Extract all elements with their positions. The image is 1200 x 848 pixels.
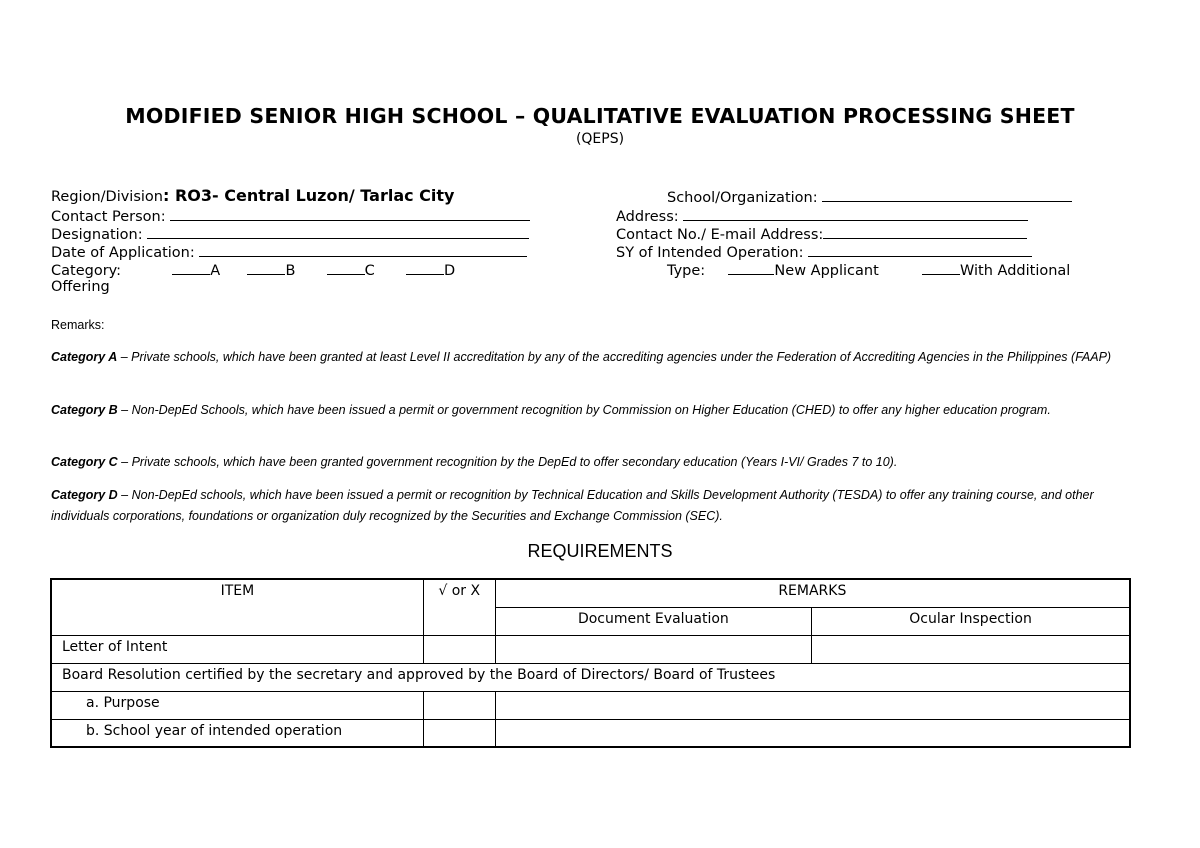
page-title: MODIFIED SENIOR HIGH SCHOOL – QUALITATIVE EVALUATION PROCESSING SHEET [125, 104, 1075, 128]
category-c-blank[interactable] [327, 260, 365, 275]
category-c-text: – Private schools, which have been granted government recognition by the DepEd to offer secondary education (Years I-VI/ Grades 7 to 10). [117, 455, 898, 469]
category-a-blank[interactable] [172, 260, 210, 275]
header-document-evaluation: Document Evaluation [495, 607, 811, 635]
category-b-heading: Category B [51, 403, 118, 417]
address-label: Address: [616, 209, 679, 225]
address-field[interactable] [683, 206, 1028, 221]
region-division-row [51, 187, 454, 206]
school-organization-label: School/Organization: [667, 190, 818, 206]
designation-label: Designation: [51, 227, 143, 243]
table-row [51, 663, 1130, 691]
sy-operation-label: SY of Intended Operation: [616, 245, 804, 261]
category-label: Category: [51, 263, 122, 279]
requirements-table [50, 578, 1131, 748]
region-value: : RO3- Central Luzon/ Tarlac City [162, 186, 455, 205]
contact-person-field[interactable] [170, 206, 530, 221]
check-cell[interactable] [423, 635, 495, 663]
remarks-cell[interactable] [495, 691, 1130, 719]
category-a-label: A [210, 263, 221, 279]
category-b-text: – Non-DepEd Schools, which have been issued a permit or government recognition by Commission on Higher Education (CHED) to offer any higher education program. [117, 403, 1051, 417]
date-application-label: Date of Application: [51, 245, 195, 261]
category-b-description [51, 400, 1141, 421]
school-organization-row [667, 187, 1072, 207]
category-c-description [51, 452, 1141, 473]
ocular-inspection-cell[interactable] [812, 635, 1130, 663]
type-label: Type: [667, 263, 706, 279]
type-new-label: New Applicant [774, 263, 879, 279]
school-organization-field[interactable] [822, 187, 1072, 202]
date-application-row [51, 242, 527, 262]
type-additional-blank[interactable] [922, 260, 960, 275]
contact-number-row [616, 224, 1027, 244]
type-row [667, 260, 1070, 280]
page-subtitle: (QEPS) [575, 131, 625, 147]
category-a-description [51, 347, 1141, 368]
contact-number-field[interactable] [823, 224, 1027, 239]
category-row [51, 260, 455, 280]
header-remarks: REMARKS [495, 579, 1130, 607]
category-d-text: – Non-DepEd schools, which have been issued a permit or recognition by Technical Education and Skills Development Authority (TESDA) to offer any training course, and other individuals corporations, foundations or organization duly recognized by the Securities and Exchange Commission (SEC). [51, 488, 1094, 523]
category-d-label: D [443, 263, 456, 279]
row-letter-of-intent: Letter of Intent [51, 635, 423, 663]
contact-person-label: Contact Person: [51, 209, 166, 225]
type-additional-label: With Additional [960, 263, 1071, 279]
offering-text: Offering [51, 279, 110, 295]
contact-number-label: Contact No./ E-mail Address: [616, 227, 824, 243]
row-school-year: b. School year of intended operation [51, 719, 423, 747]
category-d-description [51, 485, 1141, 527]
table-row [51, 635, 1130, 663]
category-b-label: B [285, 263, 296, 279]
row-purpose: a. Purpose [51, 691, 423, 719]
header-item: ITEM [51, 579, 423, 635]
category-a-heading: Category A [51, 350, 118, 364]
document-evaluation-cell[interactable] [495, 635, 811, 663]
category-c-heading: Category C [51, 455, 118, 469]
category-c-label: C [364, 263, 375, 279]
contact-person-row [51, 206, 530, 226]
sy-operation-row [616, 242, 1032, 262]
header-check: √ or X [423, 579, 495, 635]
table-header-row [51, 579, 1130, 607]
check-cell[interactable] [423, 691, 495, 719]
category-a-text: – Private schools, which have been granted at least Level II accreditation by any of the accrediting agencies under the Federation of Accrediting Agencies in the Philippines (FAAP) [117, 350, 1112, 364]
address-row [616, 206, 1028, 226]
designation-row [51, 224, 529, 244]
designation-field[interactable] [147, 224, 529, 239]
header-ocular-inspection: Ocular Inspection [812, 607, 1130, 635]
remarks-cell[interactable] [495, 719, 1130, 747]
region-label: Region/Division [51, 189, 163, 205]
check-cell[interactable] [423, 719, 495, 747]
type-new-blank[interactable] [728, 260, 774, 275]
row-board-resolution: Board Resolution certified by the secretary and approved by the Board of Directors/ Board of Trustees [51, 663, 1130, 691]
category-d-blank[interactable] [406, 260, 444, 275]
requirements-title: REQUIREMENTS [527, 541, 673, 561]
table-row [51, 719, 1130, 747]
category-d-heading: Category D [51, 488, 118, 502]
sy-operation-field[interactable] [808, 242, 1032, 257]
date-application-field[interactable] [199, 242, 527, 257]
category-b-blank[interactable] [247, 260, 285, 275]
remarks-label: Remarks: [51, 318, 105, 332]
table-row [51, 691, 1130, 719]
